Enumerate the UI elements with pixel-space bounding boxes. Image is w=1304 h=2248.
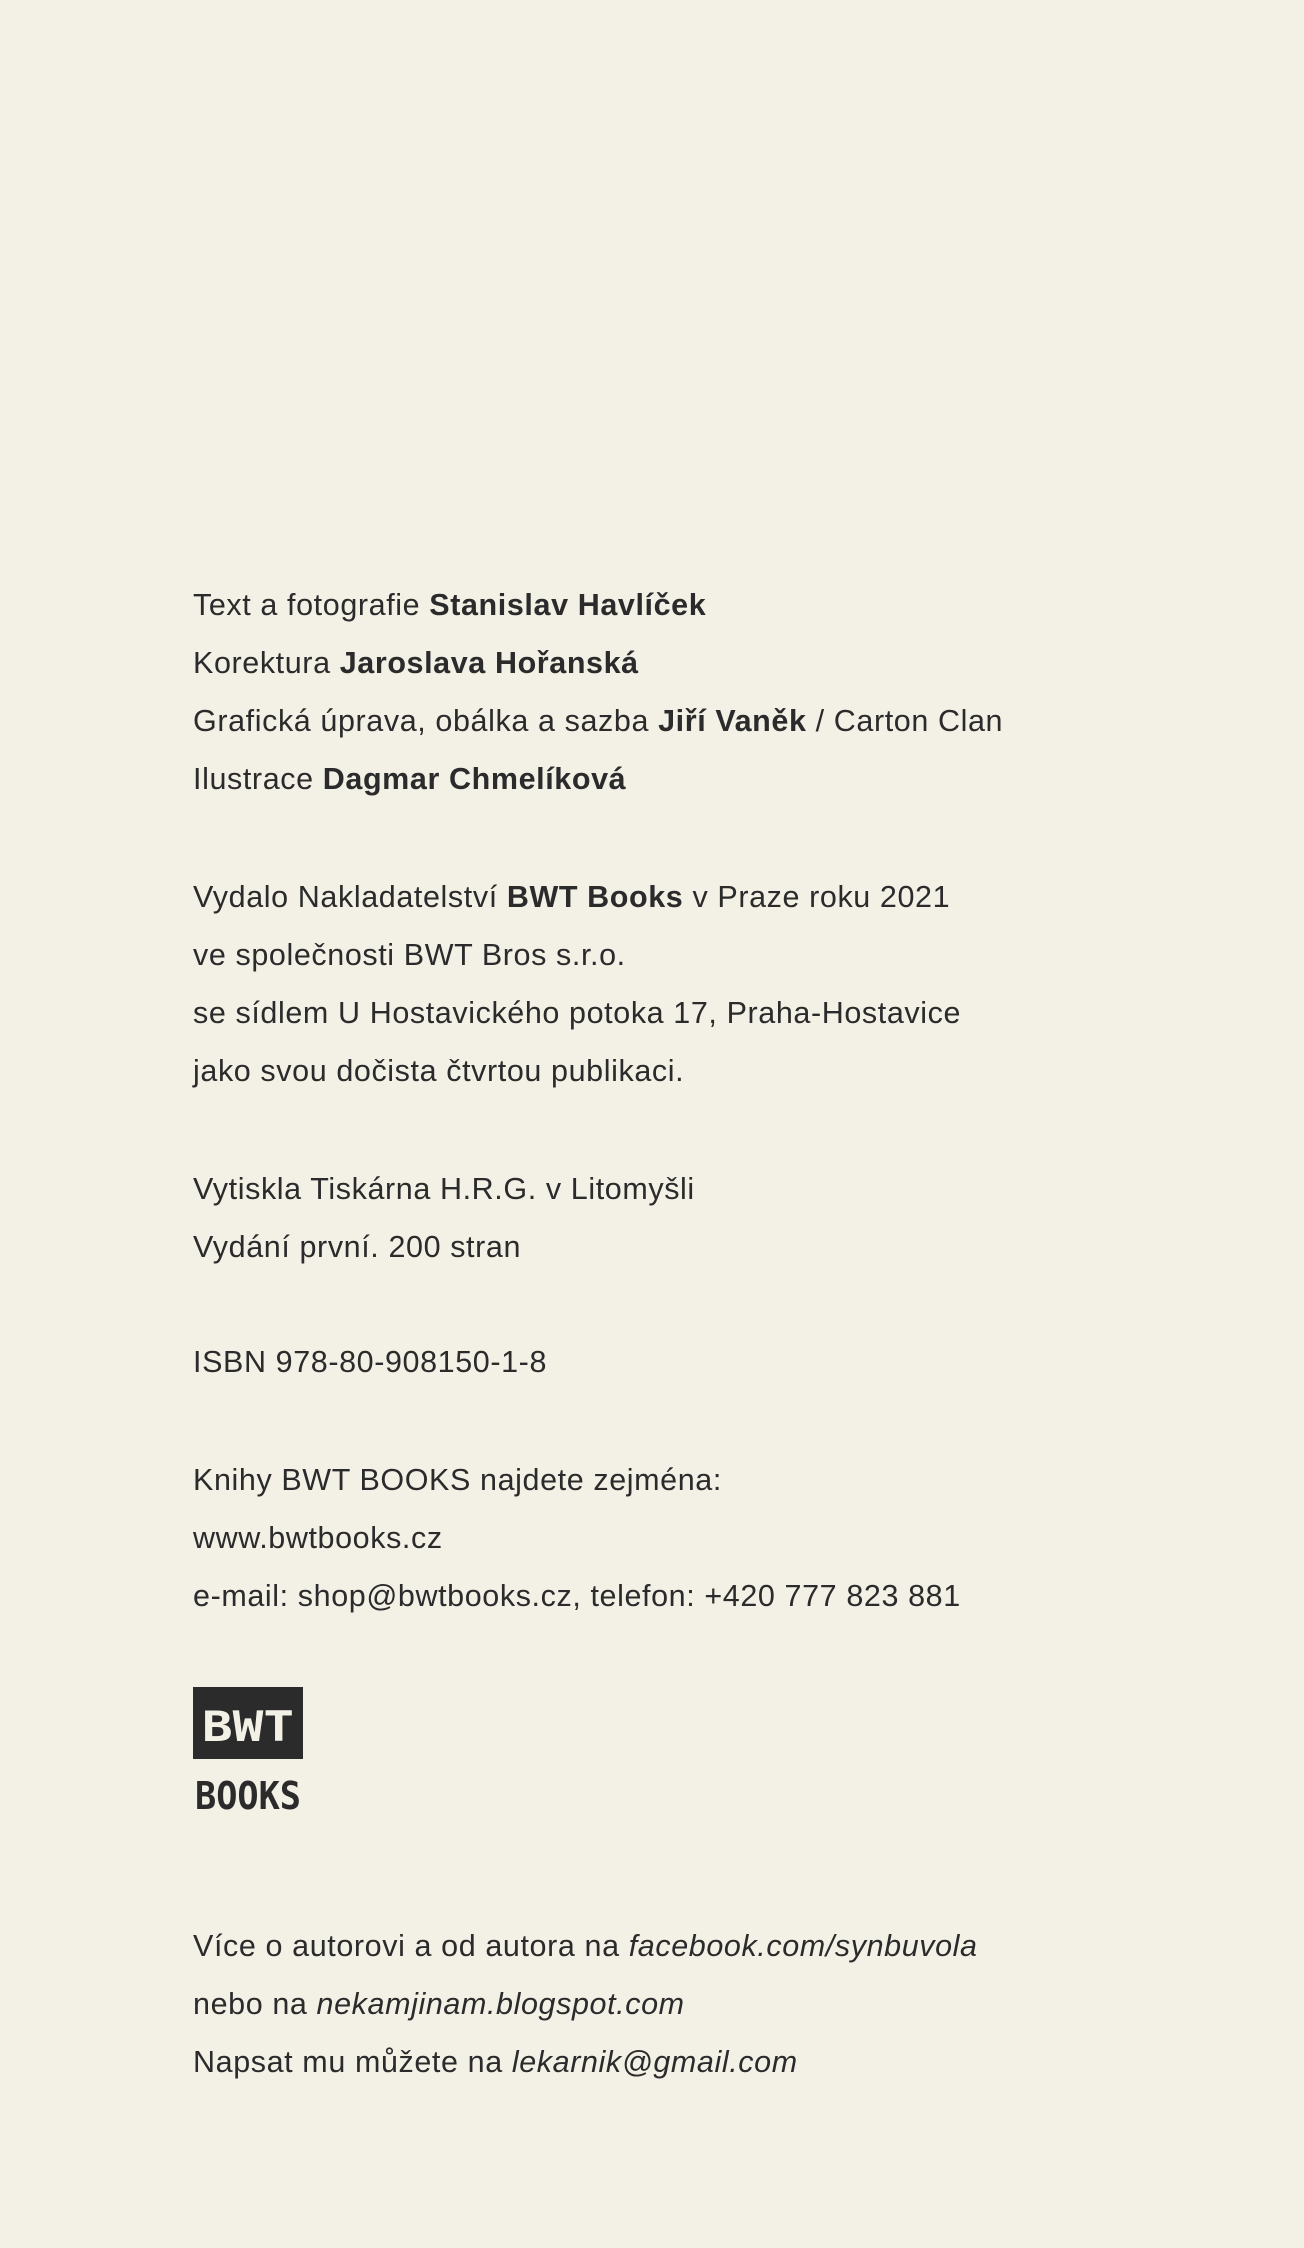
publisher-note: jako svou dočista čtvrtou publikaci. (193, 1054, 685, 1088)
credit-label: Ilustrace (193, 762, 314, 796)
shop-block (193, 1451, 1273, 1625)
edition-line: Vydání první. 200 stran (193, 1230, 522, 1264)
shop-website: www.bwtbooks.cz (193, 1521, 443, 1555)
credit-text-photo (193, 576, 1273, 634)
credit-name: Dagmar Chmelíková (322, 762, 627, 796)
publisher-block (193, 868, 1273, 1100)
author-text: nebo na (193, 1987, 308, 2021)
publisher-line (193, 868, 1273, 926)
credit-label: Text a fotografie (193, 588, 421, 622)
author-blog (193, 1975, 1273, 2033)
publisher-address: se sídlem U Hostavického potoka 17, Praha-Hostavice (193, 996, 962, 1030)
credit-proofreading (193, 634, 1273, 692)
publisher-text: Vydalo Nakladatelství (193, 880, 498, 914)
author-facebook (193, 1917, 1273, 1975)
isbn-block (193, 1333, 1273, 1391)
author-text: Více o autorovi a od autora na (193, 1929, 620, 1963)
author-text: Napsat mu můžete na (193, 2045, 503, 2079)
credit-suffix: / Carton Clan (815, 704, 1004, 738)
publisher-text: v Praze roku 2021 (692, 880, 951, 914)
shop-contact: e-mail: shop@bwtbooks.cz, telefon: +420 777 823 881 (193, 1579, 961, 1613)
logo-top-text: BWT (202, 1702, 294, 1751)
publisher-name: BWT Books (506, 880, 684, 914)
credit-name: Jiří Vaněk (658, 704, 807, 738)
publisher-company: ve společnosti BWT Bros s.r.o. (193, 938, 626, 972)
credit-illustration (193, 750, 1273, 808)
author-block (193, 1917, 1273, 2091)
author-email (193, 2033, 1273, 2091)
credit-design (193, 692, 1273, 750)
email-link[interactable]: lekarnik@gmail.com (511, 2045, 798, 2079)
logo-bottom-text: BOOKS (195, 1774, 301, 1815)
credit-label: Korektura (193, 646, 331, 680)
printer-line: Vytiskla Tiskárna H.R.G. v Litomyšli (193, 1172, 695, 1206)
credits-block (193, 576, 1273, 808)
print-block (193, 1160, 1273, 1276)
isbn: ISBN 978-80-908150-1-8 (193, 1345, 548, 1379)
blog-link[interactable]: nekamjinam.blogspot.com (316, 1987, 685, 2021)
credit-name: Jaroslava Hořanská (339, 646, 639, 680)
credit-name: Stanislav Havlíček (429, 588, 707, 622)
credit-label: Grafická úprava, obálka a sazba (193, 704, 650, 738)
facebook-link[interactable]: facebook.com/synbuvola (628, 1929, 978, 1963)
shop-intro: Knihy BWT BOOKS najdete zejména: (193, 1463, 722, 1497)
bwt-books-logo (193, 1687, 303, 1815)
